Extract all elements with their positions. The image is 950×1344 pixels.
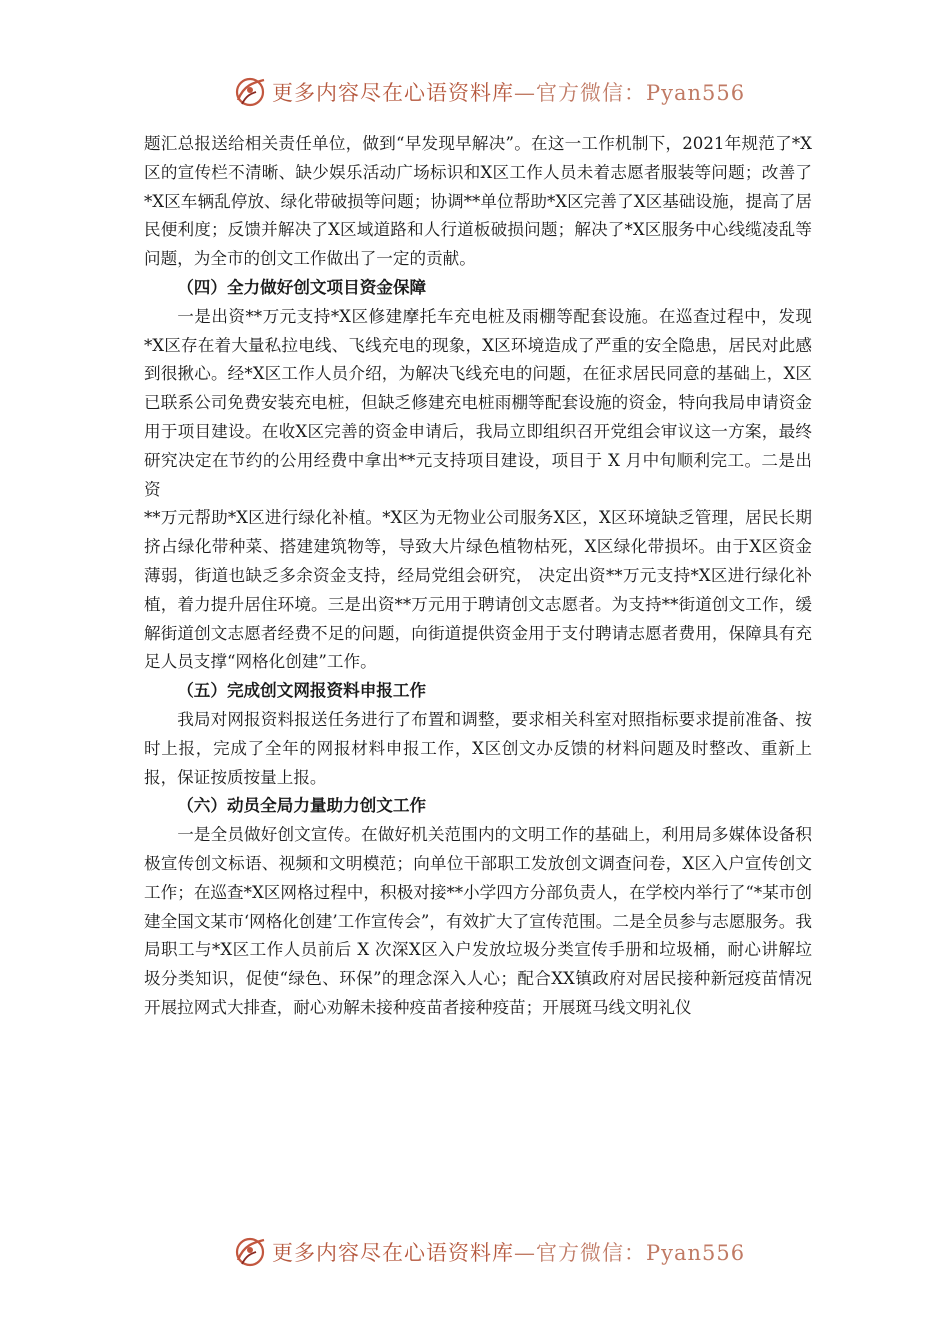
banner-title: 更多内容尽在心语资料库 xyxy=(272,81,514,105)
footer-banner xyxy=(0,1232,950,1272)
paragraph-2: 一是出资**万元支持*X区修建摩托车充电桩及雨棚等配套设施。在巡查过程中，发现*X区存在着大量私拉电线、飞线充电的现象，X区环境造成了严重的安全隐患，居民对此感到很揪心。经*X区工作人员介绍，为解决飞线充电的问题，在征求居民同意的基础上，X区已联系公司免费安装充电桩，但缺乏修建充电桩雨棚等配套设施的资金，特向我局申请资金用于项目建设。在收X区完善的资金申请后，我局立即组织召开党组会审议这一方案，最终研究决定在节约的公用经费中拿出**元支持项目建设，项目于 X 月中旬顺利完工。二是出资 xyxy=(144,306,812,499)
banner-dash: — xyxy=(514,81,536,105)
paragraph-5: 一是全员做好创文宣传。在做好机关范围内的文明工作的基础上，利用局多媒体设备积极宣传创文标语、视频和文明模范；向单位干部职工发放创文调查问卷，X区入户宣传创文工作；在巡查*X区网格过程中，积极对接**小学四方分部负责人，在学校内举行了“*某市创建全国文某市‘网格化创建’工作宣传会”，有效扩大了宣传范围。二是全员参与志愿服务。我局职工与*X区工作人员前后 X 次深X区入户发放垃圾分类宣传手册和垃圾桶，耐心讲解垃圾分类知识，促使“绿色、环保”的理念深入人心；配合XX镇政府对居民接种新冠疫苗情况开展拉网式大排查，耐心劝解未接种疫苗者接种疫苗；开展斑马线文明礼仪 xyxy=(144,825,812,1017)
logo-icon xyxy=(232,1234,268,1270)
header-banner xyxy=(0,72,950,112)
logo-icon xyxy=(232,74,268,110)
paragraph-3: **万元帮助*X区进行绿化补植。*X区为无物业公司服务X区，X区环境缺乏管理，居民长期挤占绿化带种菜、搭建建筑物等，导致大片绿色植物枯死，X区绿化带损坏。由于X区资金薄弱，街道也缺乏多余资金支持，经局党组会研究， 决定出资**万元支持*X区进行绿化补植，着力提升居住环境。三是出资**万元用于聘请创文志愿者。为支持**街道创文工作，缓解街道创文志愿者经费不足的问题，向街道提供资金用于支付聘请志愿者费用，保障具有充足人员支撑“网格化创建”工作。 xyxy=(144,508,812,672)
banner-title: 更多内容尽在心语资料库 xyxy=(272,1241,514,1265)
section-heading-6: （六）动员全局力量助力创文工作 xyxy=(177,796,427,816)
document-body xyxy=(144,130,812,1023)
banner-wechat: 官方微信：Pyan556 xyxy=(536,1241,746,1265)
section-heading-4: （四）全力做好创文项目资金保障 xyxy=(177,277,427,297)
paragraph-4: 我局对网报资料报送任务进行了布置和调整，要求相关科室对照指标要求提前准备、按时上报，完成了全年的网报材料申报工作，X区创文办反馈的材料问题及时整改、重新上报，保证按质按量上报。 xyxy=(144,709,812,787)
banner-wechat: 官方微信：Pyan556 xyxy=(536,81,746,105)
paragraph-1: 题汇总报送给相关责任单位，做到“早发现早解决”。在这一工作机制下，2021年规范了*X区的宣传栏不清晰、缺少娱乐活动广场标识和X区工作人员未着志愿者服装等问题；改善了*X区车辆乱停放、绿化带破损等问题；协调**单位帮助*X区完善了X区基础设施，提高了居民便利度；反馈并解决了X区域道路和人行道板破损问题；解决了*X区服务中心线缆凌乱等问题，为全市的创文工作做出了一定的贡献。 xyxy=(144,134,812,269)
banner-dash: — xyxy=(514,1241,536,1265)
section-heading-5: （五）完成创文网报资料申报工作 xyxy=(177,681,427,701)
